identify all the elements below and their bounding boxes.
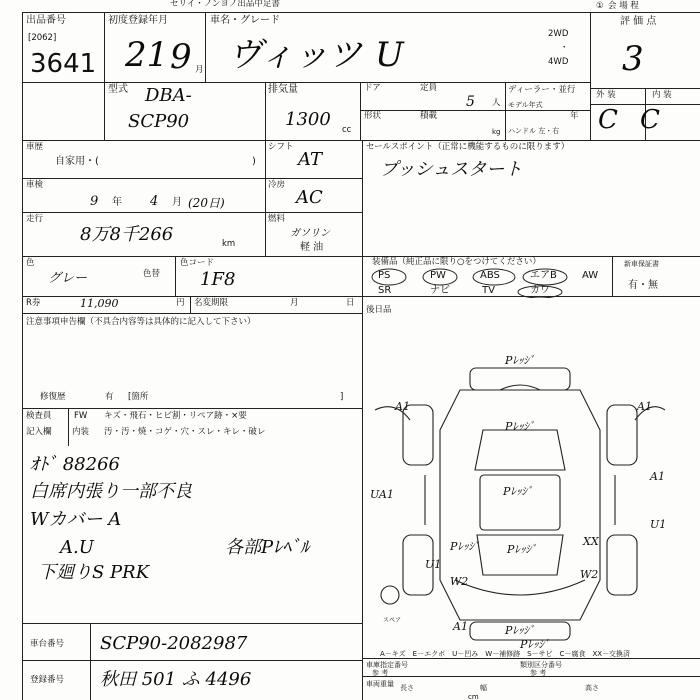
interior-value: C xyxy=(640,105,660,135)
inspection-month: 4 xyxy=(150,194,159,209)
spare-label: スペア xyxy=(383,617,402,624)
rule xyxy=(360,82,361,140)
mark-roof: Pﾚｯｼﾞ xyxy=(503,485,533,498)
mark-rear-left: Pﾚｯｼﾞ xyxy=(450,540,480,553)
code-ua1: UA1 xyxy=(370,488,394,501)
reg-month: 9 xyxy=(170,37,192,77)
rule xyxy=(22,12,23,700)
equip-leather: カワ xyxy=(530,285,550,296)
weight-label: 車両重量 xyxy=(366,680,394,688)
rule xyxy=(90,623,91,700)
inspection-label: 車検 xyxy=(26,180,44,190)
displacement-value: 1300 xyxy=(285,109,331,130)
load-label: 積載 xyxy=(420,111,438,121)
sales-point-value: プッシュスタート xyxy=(380,159,523,180)
inspection-month-unit: 月 xyxy=(172,197,182,208)
notes-label: 注意事項申告欄（不具合内容等は具体的に記入して下さい） xyxy=(26,317,256,327)
car-type-label: 車歴 xyxy=(26,142,44,152)
field-height: 高さ xyxy=(585,684,599,692)
inspection-year: 9 xyxy=(90,194,99,209)
lot-number: 3641 xyxy=(30,49,97,79)
lot-code: [2062] xyxy=(28,33,57,43)
legend: A－キズ E－エクボ U－凹み W－補修跡 S－サビ C－腐食 XX－交換済 xyxy=(380,650,631,658)
model-label: 型式 xyxy=(108,84,128,95)
capacity-label: 定員 xyxy=(420,83,438,93)
car-name-label: 車名・グレード xyxy=(210,15,280,26)
reg-year: 21 xyxy=(125,35,169,75)
field-width: 幅 xyxy=(480,684,487,692)
rule xyxy=(205,12,206,82)
car-type-close: ) xyxy=(252,156,256,167)
model-code: SCP90 xyxy=(128,111,190,132)
rule xyxy=(362,658,700,659)
chassis-label: 車台番号 xyxy=(30,639,65,649)
rule xyxy=(265,82,266,140)
inspector-label2: 記入欄 xyxy=(26,427,52,437)
drive-dot: ・ xyxy=(560,43,569,53)
name-change-day: 日 xyxy=(346,298,355,308)
recycle-unit: 円 xyxy=(176,298,185,308)
color-code-label: 色コード xyxy=(180,258,215,268)
shape-label: 形状 xyxy=(364,111,382,121)
displacement-label: 排気量 xyxy=(268,84,298,95)
code-a1-fr: A1 xyxy=(637,400,652,413)
rule xyxy=(360,110,590,111)
repair-close: ] xyxy=(340,392,344,402)
mark-hood: Pﾚｯｼﾞ xyxy=(505,420,535,433)
code-w2-l: W2 xyxy=(450,575,469,588)
note-line-2: 白席内張り一部不良 xyxy=(30,481,192,502)
equipment-label: 装備品（純正品に限り○をつけてください） xyxy=(372,257,541,267)
mileage-unit: km xyxy=(222,239,236,249)
reg-date-label: 初度登録年月 xyxy=(108,15,168,26)
drive-4wd: 4WD xyxy=(548,57,569,67)
repair-spot: [箇所 xyxy=(128,392,149,402)
rule xyxy=(190,296,191,313)
rule xyxy=(22,313,362,314)
code-u1-r: U1 xyxy=(650,518,667,531)
reg-month-unit: 月 xyxy=(195,65,204,75)
rule xyxy=(22,12,700,13)
plate-label: 登録番号 xyxy=(30,675,65,685)
rule xyxy=(22,623,362,624)
fuel-alt: 軽 油 xyxy=(300,242,324,253)
warranty-value: 有・無 xyxy=(628,280,658,291)
equip-aw: AW xyxy=(582,270,599,281)
sales-point-label: セールスポイント（正常に機能するものに限ります） xyxy=(366,142,570,152)
designated-ref: 参 考 xyxy=(372,669,389,677)
rule xyxy=(104,12,105,140)
rule xyxy=(22,408,362,409)
rule xyxy=(265,140,266,256)
fuel-value: ガソリン xyxy=(290,228,330,239)
inspection-year-unit: 年 xyxy=(112,197,122,208)
note-line-4: A.U xyxy=(60,537,94,558)
mileage-value: 8万8千266 xyxy=(80,224,174,245)
lot-label: 出品番号 xyxy=(26,15,66,26)
equip-abs: ABS xyxy=(480,270,500,281)
mark-rear-bottom: Pﾚｯｼﾞ xyxy=(520,638,550,650)
capacity-unit: 人 xyxy=(492,98,501,108)
fw-text: キズ・飛石・ヒビ割・リペア跡・×要 xyxy=(104,411,247,421)
class-label: 類別区分番号 xyxy=(520,661,562,669)
field-length: 長さ xyxy=(400,684,414,692)
repair-value: 有 xyxy=(105,392,114,402)
mileage-label: 走行 xyxy=(26,214,44,224)
rule xyxy=(362,140,363,700)
ac-value: AC xyxy=(296,187,323,208)
chassis-value: SCP90-2082987 xyxy=(100,633,248,654)
in-label: 内装 xyxy=(72,427,90,437)
color-code: 1F8 xyxy=(200,269,236,290)
equip-pw: PW xyxy=(430,270,446,281)
model-prefix: DBA- xyxy=(145,85,192,106)
load-unit: kg xyxy=(492,128,501,136)
displacement-unit: cc xyxy=(342,125,352,135)
header-banner: セリイ・ノンヨノ出品中足書 xyxy=(170,0,280,9)
after-notes-label: 後日品 xyxy=(366,305,392,315)
rule xyxy=(505,82,506,140)
note-line-1: ｵﾄﾞ 88266 xyxy=(30,454,120,475)
rule xyxy=(22,256,700,257)
model-year-unit: 年 xyxy=(570,111,579,121)
code-a1-fl: A1 xyxy=(395,400,410,413)
rule xyxy=(590,12,591,140)
name-change-label: 名変期限 xyxy=(194,298,229,308)
inspection-day: (20日) xyxy=(188,196,225,210)
class-ref: 参 考 xyxy=(530,669,547,677)
equipment-circles xyxy=(370,262,610,298)
capacity-value: 5 xyxy=(466,94,475,110)
unit-cm: cm xyxy=(468,693,479,700)
score-header: 会 場 程 xyxy=(608,1,639,11)
rule xyxy=(22,140,700,141)
equip-sr: SR xyxy=(378,285,392,296)
equip-ps: PS xyxy=(378,270,391,281)
repair-label: 修復歴 xyxy=(40,392,66,402)
mark-trunk: Pﾚｯｼﾞ xyxy=(507,543,537,556)
in-text: 汚・汚・焼・コゲ・穴・スレ・キレ・破レ xyxy=(104,427,266,437)
code-xx: XX xyxy=(583,535,599,548)
car-type-value: 自家用・( xyxy=(55,156,99,167)
designated-label: 車庫指定番号 xyxy=(366,661,408,669)
score-value: 3 xyxy=(622,39,644,79)
car-grade: U xyxy=(375,35,404,75)
drive-2wd: 2WD xyxy=(548,29,569,39)
rule xyxy=(68,408,69,446)
rule xyxy=(22,212,362,213)
exterior-value: C xyxy=(598,105,618,135)
inspector-label1: 検査員 xyxy=(26,411,52,421)
rule xyxy=(22,178,362,179)
exterior-label: 外 装 xyxy=(596,90,616,100)
equip-navi: ナビ xyxy=(430,285,450,296)
equip-tv: TV xyxy=(482,285,495,296)
warranty-label: 新車保証書 xyxy=(624,260,659,268)
score-header-circle: ① xyxy=(596,1,604,11)
code-a1-r: A1 xyxy=(650,470,665,483)
recycle-value: 11,090 xyxy=(80,297,119,310)
plate-value: 秋田 501 ふ 4496 xyxy=(100,669,252,690)
car-name: ヴィッツ xyxy=(228,35,362,75)
rule xyxy=(175,256,176,296)
mark-front: Pﾚｯｼﾞ xyxy=(505,354,535,367)
recycle-label: R券 xyxy=(26,298,41,308)
fuel-label: 燃料 xyxy=(268,214,286,224)
dealer-label: ディーラー・並行 xyxy=(508,85,576,95)
note-line-3: Wカバー A xyxy=(30,509,122,530)
car-damage-diagram xyxy=(365,350,700,650)
code-w2-r: W2 xyxy=(580,568,599,581)
model-year-label: モデル年式 xyxy=(508,101,543,109)
rule xyxy=(612,256,613,296)
shift-value: AT xyxy=(298,149,323,170)
shift-label: シフト xyxy=(268,142,294,152)
ac-label: 冷房 xyxy=(268,180,286,190)
mark-rear: Pﾚｯｼﾞ xyxy=(505,624,535,637)
fw-label: FW xyxy=(74,411,88,421)
interior-label: 内 装 xyxy=(652,90,672,100)
score-sub: 評 価 点 xyxy=(620,16,657,27)
equip-airbag: エアB xyxy=(530,270,557,281)
note-line-5: 下廻りS PRK xyxy=(38,562,150,583)
door-label: ドア xyxy=(364,83,381,93)
color-label: 色 xyxy=(26,258,35,268)
rule xyxy=(22,660,362,661)
color-value: グレー xyxy=(48,271,88,286)
name-change-month: 月 xyxy=(290,298,299,308)
handle-label: ハンドル 左・右 xyxy=(508,127,560,135)
code-u1-l: U1 xyxy=(425,558,442,571)
note-line-6: 各部Pﾚﾍﾞﾙ xyxy=(225,537,310,558)
color-change-label: 色替 xyxy=(143,269,161,279)
code-a1-rear: A1 xyxy=(453,620,468,633)
